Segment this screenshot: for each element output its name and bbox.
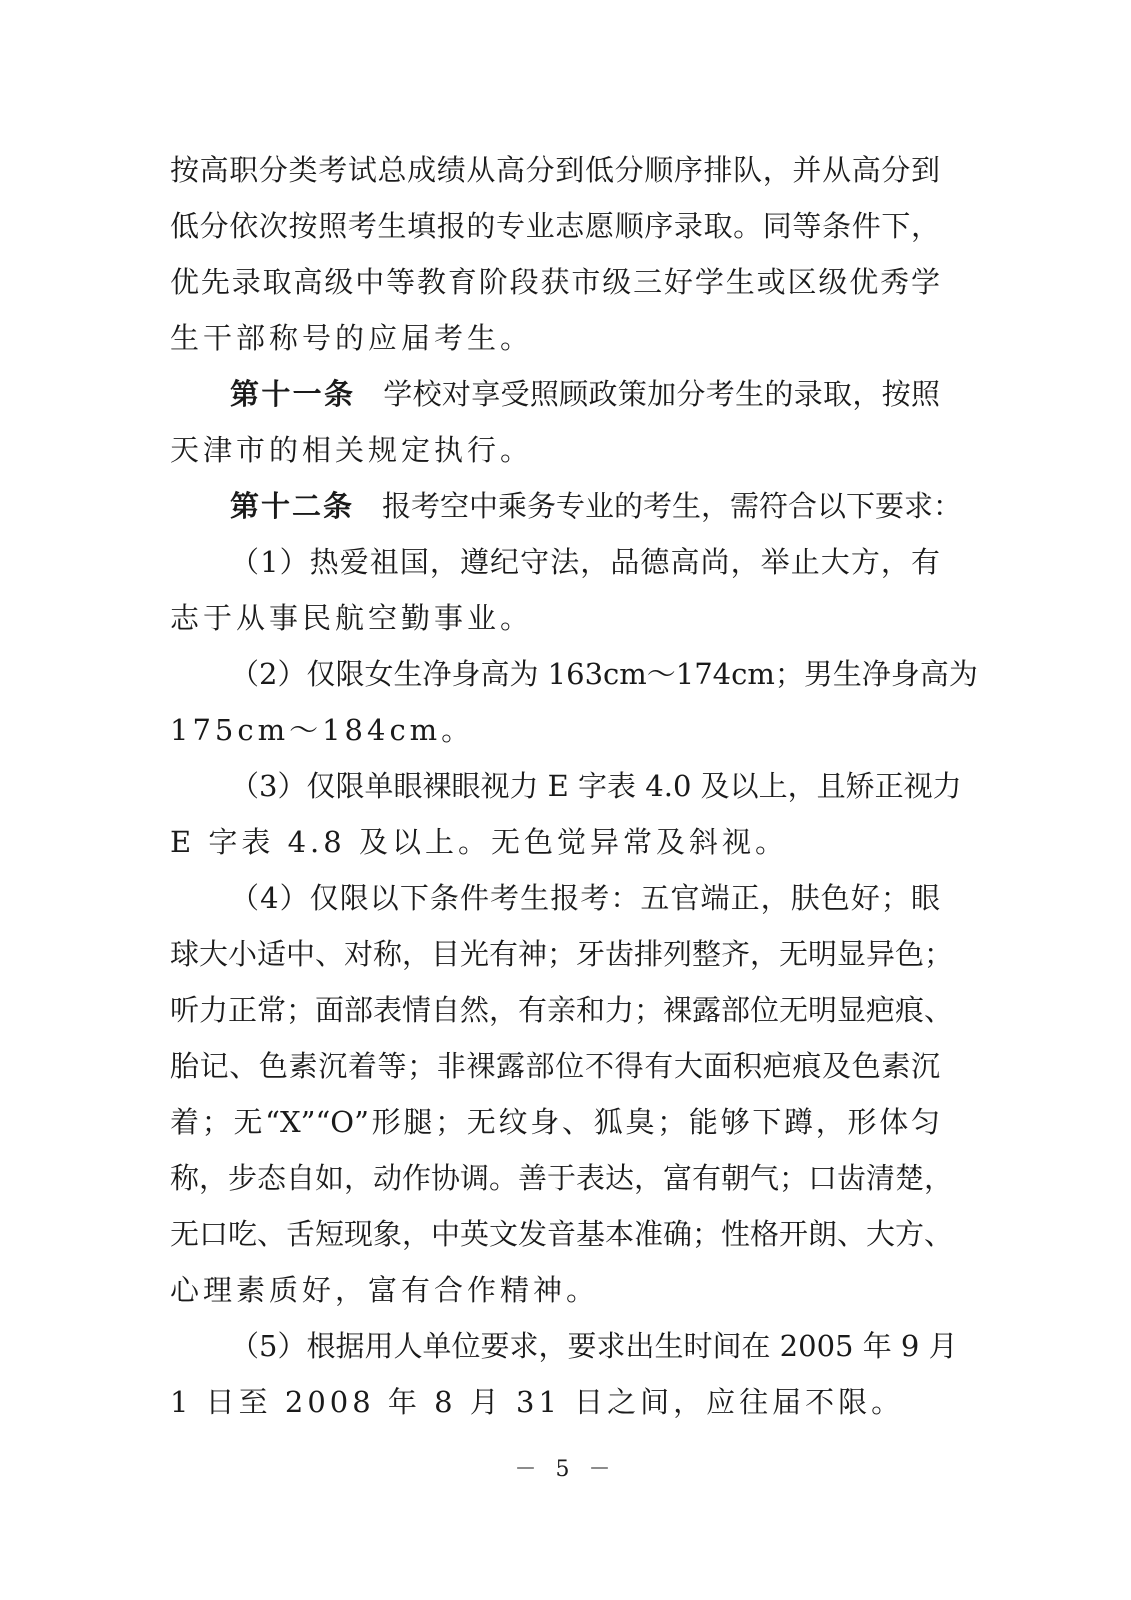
paragraph-line: 无口吃、舌短现象，中英文发音基本准确；性格开朗、大方、 (170, 1217, 954, 1251)
paragraph-line: 听力正常；面部表情自然，有亲和力；裸露部位无明显疤痕、 (170, 993, 954, 1027)
paragraph-line: E 字表 4.8 及以上。无色觉异常及斜视。 (170, 825, 788, 859)
paragraph-line: 志于从事民航空勤事业。 (170, 601, 534, 635)
article-text: 报考空中乘务专业的考生，需符合以下要求： (382, 489, 963, 523)
paragraph-line: 胎记、色素沉着等；非裸露部位不得有大面积疤痕及色素沉 (170, 1049, 940, 1083)
paragraph-line: 175cm～184cm。 (170, 713, 475, 747)
list-item-3-line: （3）仅限单眼裸眼视力 E 字表 4.0 及以上，且矫正视力 (230, 769, 962, 803)
article-text: 学校对享受照顾政策加分考生的录取，按照 (383, 377, 940, 411)
paragraph-line: 1 日至 2008 年 8 月 31 日之间，应往届不限。 (170, 1385, 905, 1419)
list-item-5-line: （5）根据用人单位要求，要求出生时间在 2005 年 9 月 (230, 1329, 958, 1363)
paragraph-line: 生干部称号的应届考生。 (170, 321, 534, 355)
list-item-4-line: （4）仅限以下条件考生报考：五官端正，肤色好；眼 (230, 881, 940, 915)
paragraph-line: 低分依次按照考生填报的专业志愿顺序录取。同等条件下， (170, 209, 940, 243)
list-item-2-line: （2）仅限女生净身高为 163cm～174cm；男生净身高为 (230, 657, 978, 691)
paragraph-line: 心理素质好，富有合作精神。 (170, 1273, 600, 1307)
article-12-first-line (230, 486, 963, 526)
list-item-1-line: （1）热爱祖国，遵纪守法，品德高尚，举止大方，有 (230, 545, 940, 579)
article-label: 第十一条 (230, 377, 356, 411)
paragraph-line: 按高职分类考试总成绩从高分到低分顺序排队，并从高分到 (170, 153, 940, 187)
paragraph-line: 优先录取高级中等教育阶段获市级三好学生或区级优秀学 (170, 265, 940, 299)
page-number: － 5 － (514, 1457, 617, 1482)
paragraph-line: 球大小适中、对称，目光有神；牙齿排列整齐，无明显异色； (170, 937, 954, 971)
article-label: 第十二条 (230, 489, 355, 523)
paragraph-line: 称，步态自如，动作协调。善于表达，富有朝气；口齿清楚， (170, 1161, 954, 1195)
article-11-first-line (230, 374, 940, 414)
paragraph-line: 天津市的相关规定执行。 (170, 433, 534, 467)
paragraph-line: 着；无“X”“O”形腿；无纹身、狐臭；能够下蹲，形体匀 (170, 1105, 940, 1139)
